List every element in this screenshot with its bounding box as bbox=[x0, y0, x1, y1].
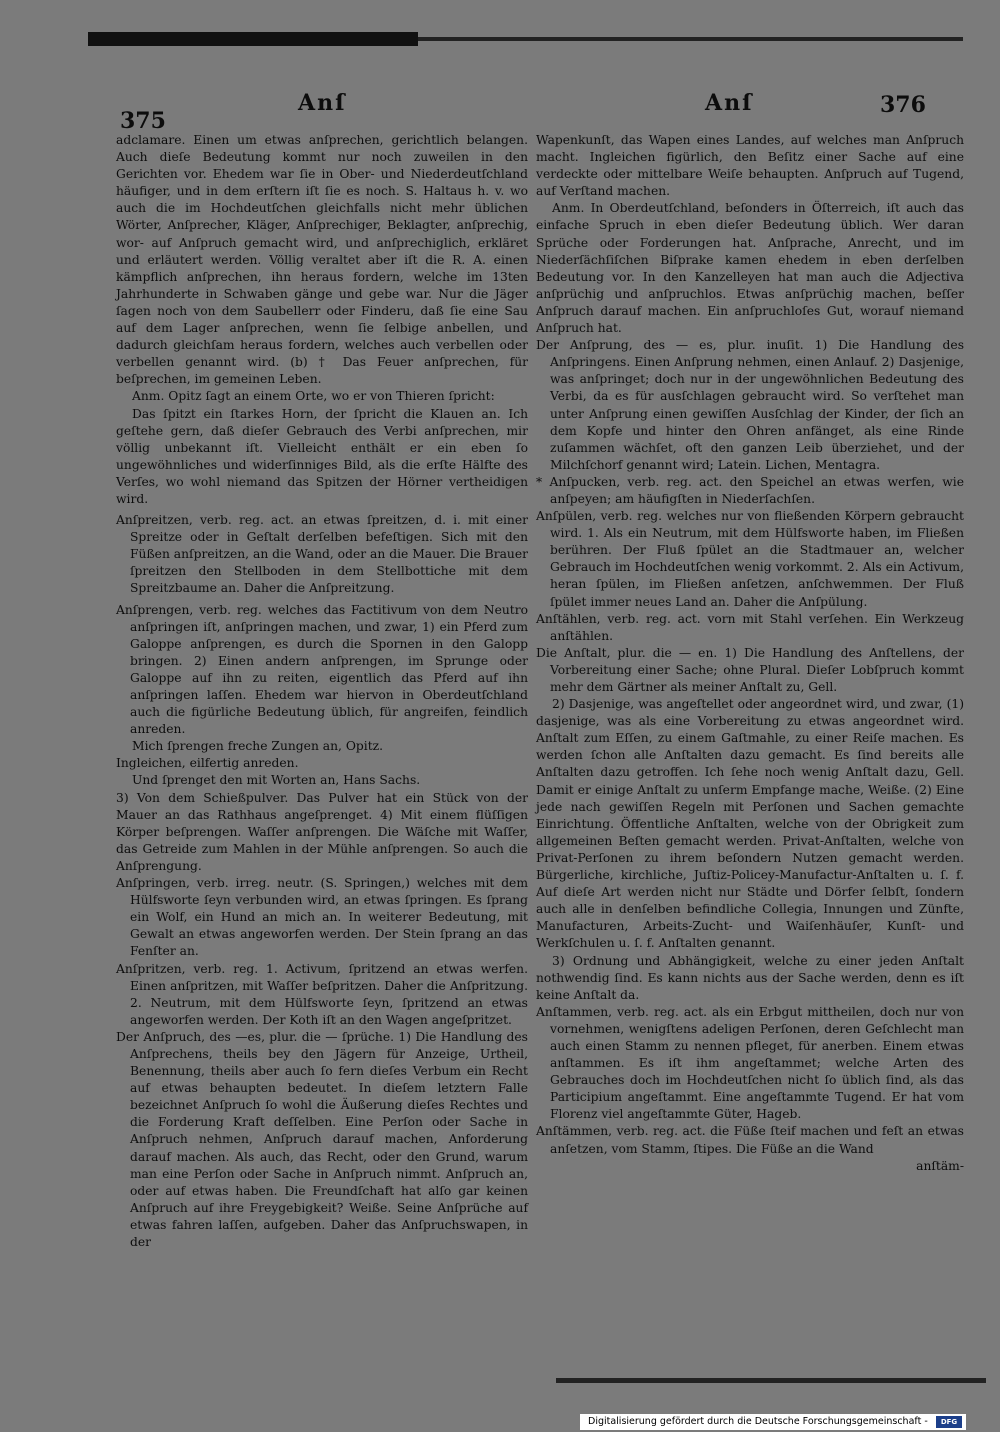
dictionary-entry: Anſtählen, verb. reg. act. vorn mit Stahl verſehen. Ein Werkzeug anſtählen. bbox=[536, 611, 964, 643]
bottom-rule bbox=[556, 1378, 986, 1383]
left-paragraph: Ingleichen, eilfertig anreden. bbox=[116, 756, 299, 771]
right-paragraph: Anm. In Oberdeutſchland, beſonders in Öſterreich, iſt auch das einfache Spruch in eben dieſer Bedeutung üblich. Wer daran Sprüche oder Forderungen hat. Anſprache, Anrecht, und im Niederſächſiſchen Biſprake kamen ehedem in eben derſelben Bedeutung vor. In den Kanzelleyen hat man auch die Adjectiva anſprüchig und anſpruchlos. Etwas anſprüchig machen, beſſer Anſpruch darauf machen. Ein anſpruchloſes Gut, worauf niemand Anſpruch hat. bbox=[536, 201, 964, 336]
left-paragraph: adclamare. Einen um etwas anſprechen, gerichtlich belangen. Auch dieſe Bedeutung kommt nur noch zuweilen in den Gerichten vor. Ehedem war ſie in Ober- und Niederdeutſchland häufiger, und in dem erſtern iſt ſie es noch. S. Haltaus h. v. wo auch die im Hochdeutſchen gleichfalls nicht mehr üblichen Wörter, Anſprecher, Kläger, Anſprechiger, Beklagter, anſprechig, wor- auf Anſpruch gemacht wird, und anſprechiglich, erkläret und erläutert werden. Völlig veraltet aber iſt die R. A. einen kämpflich anſprechen, ihn heraus fordern, welche im 13ten Jahrhunderte in Schwaben gänge und gebe war. Nur die Jäger ſagen noch von dem Saubellerr oder Finderu, daß ſie eine Sau auf dem Lager anſprechen, wenn ſie ſelbige anbellen, und dadurch gleichſam heraus fordern, welches auch verbellen oder verbellen genannt wird. (b) † Das Feuer anſprechen, für beſprechen, im gemeinen Leben. bbox=[116, 133, 528, 387]
dictionary-entry: * Anſpucken, verb. reg. act. den Speichel an etwas werfen, wie anſpeyen; am häufigſten in Niederſachſen. bbox=[536, 474, 964, 506]
right-running-head: Anſ bbox=[705, 90, 754, 116]
dictionary-entry: Anſpringen, verb. irreg. neutr. (S. Springen,) welches mit dem Hülfsworte ſeyn verbunden wird, an etwas ſpringen. Es ſprang ein Wolf, ein Hund an mich an. In weiterer Bedeutung, mit Gewalt an etwas angeworfen werden. Der Stein ſprang an das Fenſter an. bbox=[116, 876, 528, 959]
catchword: anſtäm- bbox=[916, 1158, 964, 1173]
quote-line: Mich ſprengen freche Zungen an, Opitz. bbox=[132, 739, 384, 754]
left-paragraph: Das ſpitzt ein ſtarkes Horn, der ſpricht die Klauen an. Ich geſtehe gern, daß dieſer Gebrauch des Verbi anſprechen, mir völlig unbekannt iſt. Vielleicht enthält er ein eben ſo ungewöhnliches und widerſinniges Bild, als die erſte Hälfte des Verſes, wo wohl niemand das Spitzen der Hörner vertheidigen wird. bbox=[116, 406, 528, 506]
right-page-number: 376 bbox=[880, 92, 926, 118]
dictionary-entry: Anſpreitzen, verb. reg. act. an etwas ſpreitzen, d. i. mit einer Spreitze oder in Geſtalt derſelben befeſtigen. Sich mit den Füßen anſpreitzen, an die Wand, oder an die Mauer. Die Brauer ſpreitzen den Stellboden in dem Stellbottiche mit dem Spreitzbaume an. Daher die Anſpreitzung. bbox=[116, 513, 528, 596]
right-paragraph: Wapenkunſt, das Wapen eines Landes, auf welches man Anſpruch macht. Ingleichen figürlich, den Beſitz einer Sache auf eine verdeckte oder mittelbare Weiſe behaupten. Anſpruch auf Tugend, auf Verſtand machen. bbox=[536, 133, 964, 199]
left-paragraph: Anm. Opitz ſagt an einem Orte, wo er von Thieren ſpricht: bbox=[132, 389, 495, 404]
dictionary-entry: Die Anſtalt, plur. die — en. 1) Die Handlung des Anſtellens, der Vorbereitung einer Sache; ohne Plural. Dieſer Lobſpruch kommt mehr dem Gärtner als meiner Anſtalt zu, Gell. bbox=[536, 645, 964, 694]
dictionary-entry: Der Anſprung, des — es, plur. inuſit. 1) Die Handlung des Anſpringens. Einen Anſprung nehmen, einen Anlauf. 2) Dasjenige, was anſpringet; doch nur in der ungewöhnlichen Bedeutung des Verbi, da es für ausſchlagen gebraucht wird. So verſtehet man unter Anſprung einen gewiſſen Ausſchlag der Kinder, der ſich an dem Kopfe und hinter den Ohren anfänget, als eine Rinde zuſammen wächſet, oft den ganzen Leib überziehet, und der Milchſchorf genannt wird; Latein. Lichen, Mentagra. bbox=[536, 338, 964, 472]
dfg-logo-icon: DFG bbox=[936, 1416, 962, 1428]
top-black-bar bbox=[88, 32, 418, 46]
left-running-head: Anſ bbox=[298, 90, 347, 116]
dictionary-entry: Anſtammen, verb. reg. act. als ein Erbgut mittheilen, doch nur von vornehmen, wenigſtens adeligen Perſonen, deren Geſchlecht man auch einen Stamm zu nennen pfleget, für anerben. Einem etwas anſtammen. Es iſt ihm angeſtammet; welche Arten des Gebrauches doch im Hochdeutſchen nicht ſo üblich ſind, als das Participium angeſtammt. Eine angeſtammte Tugend. Er hat vom Florenz viel angeſtammte Güter, Hageb. bbox=[536, 1004, 964, 1122]
footer-credit: Digitalisierung gefördert durch die Deutsche Forschungsgemeinschaft - bbox=[588, 1416, 928, 1427]
dictionary-entry: Anſprengen, verb. reg. welches das Factitivum von dem Neutro anſpringen iſt, anſpringen machen, und zwar, 1) ein Pferd zum Galoppe anſprengen, es durch die Spornen in den Galopp bringen. 2) Einen andern anſprengen, im Sprunge oder Galoppe auf ihn zu reiten, eigentlich das Pferd auf ihn anſpringen laſſen. Ehedem war hiervon in Oberdeutſchland auch die figürliche Bedeutung üblich, für angreifen, feindlich anreden. bbox=[116, 602, 528, 737]
dictionary-entry: Anſpülen, verb. reg. welches nur von fließenden Körpern gebraucht wird. 1. Als ein Neutrum, mit dem Hülfsworte haben, im Fließen berühren. Der Fluß ſpület an die Stadtmauer an, welcher Gebrauch im Hochdeutſchen wenig vorkommt. 2. Als ein Activum, heran ſpülen, im Fließen anſetzen, anſchwemmen. Der Fluß ſpület immer neues Land an. Daher die Anſpülung. bbox=[536, 509, 964, 609]
left-page-number: 375 bbox=[120, 108, 166, 134]
digitization-footer bbox=[580, 1414, 966, 1430]
dictionary-entry: Der Anſpruch, des —es, plur. die — ſprüche. 1) Die Handlung des Anſprechens, theils bey den Jägern für Anzeige, Urtheil, Benennung, theils aber auch ſo fern dieſes Verbum ein Recht auf etwas behaupten bedeutet. In dieſem letztern Falle bezeichnet Anſpruch ſo wohl die Äußerung dieſes Rechtes und die Forderung Kraft deſſelben. Eine Perſon oder Sache in Anſpruch nehmen, Anſpruch darauf machen, Anforderung darauf machen. Als auch, das Recht, oder den Grund, warum man eine Perſon oder Sache in Anſpruch nimmt. Anſpruch an, oder auf etwas haben. Die Freundſchaft hat alſo gar keinen Anſpruch auf ihre Freygebigkeit? Weiße. Seine Anſprüche auf etwas fahren laſſen, aufgeben. Daher das Anſpruchswapen, in der bbox=[116, 1029, 528, 1249]
top-rule bbox=[418, 37, 963, 41]
right-paragraph: 3) Ordnung und Abhängigkeit, welche zu einer jeden Anſtalt nothwendig ſind. Es kann nichts aus der Sache werden, denn es iſt keine Anſtalt da. bbox=[536, 953, 964, 1002]
left-column bbox=[116, 132, 528, 1251]
dictionary-entry: Anſpritzen, verb. reg. 1. Activum, ſpritzend an etwas werfen. Einen anſpritzen, mit Waſſer beſpritzen. Daher die Anſpritzung. 2. Neutrum, mit dem Hülfsworte ſeyn, ſpritzend an etwas angeworfen werden. Der Koth iſt an den Wagen angeſpritzet. bbox=[116, 961, 528, 1027]
right-column bbox=[536, 132, 964, 1175]
quote-line: Und ſprenget den mit Worten an, Hans Sachs. bbox=[132, 773, 421, 788]
right-paragraph: 2) Dasjenige, was angeſtellet oder angeordnet wird, und zwar, (1) dasjenige, was als eine Vorbereitung zu etwas angeordnet wird. Anſtalt zum Eſſen, zu einem Gaſtmahle, zu einer Reiſe machen. Es werden ſchon alle Anſtalten dazu gemacht. Es ſind bereits alle Anſtalten dazu getroffen. Ich ſehe noch wenig Anſtalt dazu, Gell. Damit er einige Anſtalt zu unſerm Empfange mache, Weiße. (2) Eine jede nach gewiſſen Regeln mit Perſonen und Sachen gemachte Einrichtung. Öffentliche Anſtalten, welche von der Obrigkeit zum allgemeinen Beſten gemacht werden. Privat-Anſtalten, welche von Privat-Perſonen zu ihrem beſondern Nutzen gemacht werden. Bürgerliche, kirchliche, Juſtiz-Policey-Manufactur-Anſtalten u. ſ. f. Auf dieſe Art werden nicht nur Städte und Dörfer ſelbſt, ſondern auch alle in denſelben befindliche Collegia, Innungen und Zünfte, Manufacturen, Arbeits-Zucht- und Waiſenhäuſer, Kunſt- und Werkſchulen u. ſ. f. Anſtalten genannt. bbox=[536, 697, 964, 951]
left-paragraph: 3) Von dem Schießpulver. Das Pulver hat ein Stück von der Mauer an das Rathhaus angeſprenget. 4) Mit einem flüſſigen Körper beſprengen. Waſſer anſprengen. Die Wäſche mit Waſſer, das Getreide zum Mahlen in der Mühle anſprengen. So auch die Anſprengung. bbox=[116, 790, 528, 873]
dictionary-entry: Anſtämmen, verb. reg. act. die Füße ſteif machen und feſt an etwas anſetzen, vom Stamm, ſtipes. Die Füße an die Wand bbox=[536, 1124, 964, 1156]
